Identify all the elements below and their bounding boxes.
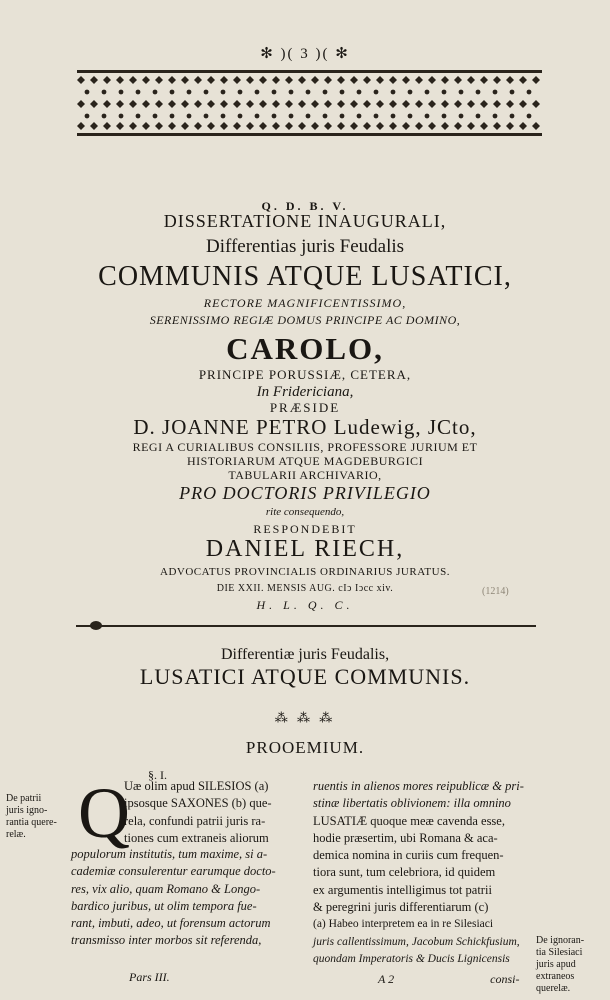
ornament-glyph: [136, 114, 141, 119]
ornament-glyph: [155, 122, 163, 130]
respondebit-label: RESPONDEBIT: [253, 522, 357, 536]
ornament-glyph: [357, 90, 362, 95]
ornament-glyph: [170, 114, 175, 119]
ornament-glyph: [155, 76, 163, 84]
ornament-glyph: [220, 76, 228, 84]
ornament-glyph: [170, 90, 175, 95]
ornament-glyph: [415, 122, 423, 130]
ornament-glyph: [480, 76, 488, 84]
ornament-glyph: [272, 100, 280, 108]
ornament-glyph: [311, 76, 319, 84]
ornament-glyph: [459, 90, 464, 95]
ornament-glyph: [324, 122, 332, 130]
ornament-glyph: [181, 76, 189, 84]
ornament-glyph: [129, 122, 137, 130]
right-column: [313, 778, 524, 968]
footnote-line: quondam Imperatoris & Ducis Lignicensis: [313, 952, 510, 965]
ornament-glyph: [425, 114, 430, 119]
ornament-glyph: [129, 100, 137, 108]
ornament-glyph: [323, 90, 328, 95]
ornament-glyph: [459, 114, 464, 119]
ornament-glyph: [238, 90, 243, 95]
ornament-glyph: [527, 90, 532, 95]
ornament-glyph: [207, 122, 215, 130]
divider-rule: [76, 625, 536, 627]
dissertation-title: DISSERTATIONE INAUGURALI,: [163, 211, 447, 231]
ornament-glyph: [389, 100, 397, 108]
ornament-glyph: [493, 90, 498, 95]
text-line: ruentis in alienos mores reipublicæ & pri-: [313, 779, 524, 793]
ornament-glyph: [116, 100, 124, 108]
ornament-glyph: [194, 100, 202, 108]
date-line: DIE XXII. MENSIS AUG. cIↄ Iↄcc xiv.: [216, 583, 394, 594]
ornament-glyph: [194, 122, 202, 130]
ornament-glyph: [289, 90, 294, 95]
ornament-glyph: [103, 76, 111, 84]
ornament-glyph: [181, 122, 189, 130]
ornament-glyph: [324, 76, 332, 84]
ornament-glyph: [506, 122, 514, 130]
ornament-glyph: [85, 114, 90, 119]
text-line: rant, imbuti, adeo, ut forensum actorum: [71, 916, 271, 931]
main-title: COMMUNIS ATQUE LUSATICI,: [98, 261, 512, 292]
privilege-line: PRO DOCTORIS PRIVILEGIO: [179, 483, 431, 503]
page-number: [0, 44, 610, 63]
section-heading-1: Differentiæ juris Feudalis,: [220, 646, 390, 663]
ornament-glyph: [467, 100, 475, 108]
ornament-glyph: [441, 122, 449, 130]
ornament-glyph: [476, 90, 481, 95]
marginal-line: extraneos: [536, 971, 575, 982]
ornament-glyph: [90, 76, 98, 84]
ornament-glyph: [238, 114, 243, 119]
ornament-glyph: [337, 100, 345, 108]
ornament-glyph: [204, 114, 209, 119]
qdbv-line: Q. D. B. V.: [261, 199, 349, 213]
ornament-glyph: [428, 100, 436, 108]
text-line: res, vix alio, quam Romano & Longo-: [71, 881, 261, 896]
ornament-glyph: [233, 100, 241, 108]
respondent-title: ADVOCATUS PROVINCIALIS ORDINARIUS JURATUS.: [160, 566, 450, 578]
ornament-glyph: [259, 76, 267, 84]
text-line: LUSATIÆ quoque meæ cavenda esse,: [313, 813, 505, 828]
ornament-glyph: [454, 100, 462, 108]
ornament-glyph: [376, 100, 384, 108]
ornament-glyph: [246, 100, 254, 108]
ornament-glyph: [402, 122, 410, 130]
ornament-glyph: [350, 100, 358, 108]
marginal-line: rantia quere-: [6, 817, 57, 828]
left-column-top: [124, 778, 272, 847]
ornament-glyph: [220, 122, 228, 130]
ornament-glyph: [363, 76, 371, 84]
ornament-glyph: [441, 100, 449, 108]
ornament-glyph: [311, 100, 319, 108]
ornament-glyph: [415, 100, 423, 108]
ornament-glyph: [187, 114, 192, 119]
text-line: populorum institutis, tum maxime, si a-: [71, 847, 268, 861]
text-line: Uæ olim apud SILESIOS (a): [124, 779, 269, 793]
ornament-glyph: [415, 76, 423, 84]
ornament-glyph: [168, 100, 176, 108]
ornament-glyph: [340, 90, 345, 95]
rector-line: RECTORE MAGNIFICENTISSIMO,: [203, 296, 407, 310]
ornament-glyph: [272, 90, 277, 95]
ornament-glyph: [142, 122, 150, 130]
carolo-name: CAROLO,: [226, 331, 384, 366]
ornament-glyph: [272, 122, 280, 130]
footnote-line: juris callentissimum, Jacobum Schickfusium,: [313, 935, 520, 948]
ornament-glyph: [519, 76, 527, 84]
ornament-glyph: [168, 122, 176, 130]
text-line: ex argumentis intelligimus tot patrii: [313, 882, 492, 897]
ornament-glyph: [493, 122, 501, 130]
ornament-glyph: [532, 100, 540, 108]
ornament-glyph: [77, 100, 85, 108]
prooemium-heading: PROOEMIUM.: [245, 738, 365, 757]
text-line: tiones cum extraneis aliorum: [124, 830, 269, 845]
ornament-glyph: [298, 122, 306, 130]
ornament-glyph: [285, 100, 293, 108]
ornament-glyph: [259, 100, 267, 108]
ornament-glyph: [311, 122, 319, 130]
ornament-glyph: [402, 76, 410, 84]
ornament-glyph: [442, 114, 447, 119]
ornament-glyph: [77, 76, 85, 84]
rite-line: rite consequendo,: [265, 506, 345, 518]
ornament-glyph: [194, 76, 202, 84]
ornament-glyph: [136, 90, 141, 95]
text-line: rela, confundi patrii juris ra-: [124, 813, 266, 828]
ornament-glyph: [389, 122, 397, 130]
marginal-line: relæ.: [6, 829, 26, 840]
ornament-glyph: [285, 122, 293, 130]
right-marginal-note: [536, 935, 606, 995]
text-line: cademiæ consulerentur earumque docto-: [71, 864, 276, 879]
left-marginal-note: [6, 793, 66, 841]
ornament-glyph: [298, 76, 306, 84]
marginal-line: tia Silesiaci: [536, 947, 583, 958]
left-column-bottom: [71, 846, 276, 950]
ornament-glyph: [204, 90, 209, 95]
ornament-glyph: [155, 100, 163, 108]
praeses-name: D. JOANNE PETRO Ludewig, JCto,: [133, 415, 477, 439]
prince-title-line: PRINCIPE PORUSSIÆ, CETERA,: [198, 367, 412, 382]
page-number-left-ornament: ✻ )(: [260, 46, 301, 62]
ornament-glyph: [119, 90, 124, 95]
ornament-glyph: [306, 114, 311, 119]
asterism-divider: ⁂ ⁂ ⁂: [274, 710, 336, 725]
ornament-glyph: [408, 114, 413, 119]
marginal-line: juris apud: [536, 959, 576, 970]
ornament-glyph: [187, 90, 192, 95]
ornament-glyph: [103, 100, 111, 108]
ornament-glyph: [493, 114, 498, 119]
ornament-glyph: [116, 122, 124, 130]
ornament-glyph: [350, 76, 358, 84]
footnote-line: (a) Habeo interpretem ea in re Silesiaci: [313, 918, 494, 931]
ornament-glyph: [480, 100, 488, 108]
ornament-glyph: [102, 90, 107, 95]
praeside-label: PRÆSIDE: [269, 400, 341, 415]
ornament-glyph: [233, 76, 241, 84]
ornament-glyph: [142, 100, 150, 108]
library-stamp: (1214): [482, 586, 509, 597]
text-line: stinæ libertatis oblivionem: illa omnino: [313, 796, 511, 811]
ornament-glyph: [153, 114, 158, 119]
ornament-glyph: [389, 76, 397, 84]
ornament-glyph: [506, 100, 514, 108]
ornament-glyph: [255, 90, 260, 95]
ornament-glyph: [153, 90, 158, 95]
ornament-glyph: [532, 122, 540, 130]
ornament-glyph: [493, 100, 501, 108]
page-number-value: 3: [300, 46, 310, 62]
ornament-glyph: [363, 122, 371, 130]
university-line: In Fridericiana,: [256, 384, 354, 400]
signature-value: A 2: [378, 972, 395, 986]
ornament-glyph: [324, 100, 332, 108]
ornament-glyph: [376, 122, 384, 130]
ornament-glyph: [467, 76, 475, 84]
paragraph-mark: §. I.: [148, 768, 167, 782]
ornament-glyph: [119, 114, 124, 119]
praeses-title-1: REGI A CURIALIBUS CONSILIIS, PROFESSORE JURIUM ET: [132, 440, 478, 454]
catchword: consi-: [490, 972, 520, 986]
marginal-line: De patrii: [6, 793, 42, 804]
ornament-glyph: [142, 76, 150, 84]
subject-line: Differentias juris Feudalis: [205, 236, 405, 257]
ornament-glyph: [207, 100, 215, 108]
ornament-glyph: [480, 122, 488, 130]
ornament-glyph: [306, 90, 311, 95]
ornament-glyph: [374, 90, 379, 95]
praeses-title-3: TABULARII ARCHIVARIO,: [228, 468, 382, 482]
text-line: bardico juribus, ut olim tempora fue-: [71, 898, 257, 913]
ornament-glyph: [337, 76, 345, 84]
ornament-glyph: [221, 114, 226, 119]
divider-ornament: [90, 621, 102, 630]
ornament-glyph: [246, 76, 254, 84]
text-line: hodie præsertim, ubi Romana & aca-: [313, 830, 498, 845]
ornament-glyph: [391, 114, 396, 119]
ornament-glyph: [510, 114, 515, 119]
ornament-glyph: [350, 122, 358, 130]
ornament-glyph: [233, 122, 241, 130]
ornament-glyph: [510, 90, 515, 95]
marginal-line: De ignoran-: [536, 935, 585, 946]
ornament-glyph: [90, 122, 98, 130]
ornament-glyph: [532, 76, 540, 84]
text-line: ipsosque SAXONES (b) que-: [124, 796, 272, 811]
part-label: Pars III.: [129, 970, 170, 984]
ornament-glyph: [181, 100, 189, 108]
ornament-glyph: [519, 122, 527, 130]
decorative-header-ornament: [77, 68, 542, 138]
ornament-pattern: [77, 76, 540, 130]
text-line: transmisso inter morbos sit referenda,: [71, 933, 262, 948]
ornament-glyph: [116, 76, 124, 84]
ornament-glyph: [527, 114, 532, 119]
page-number-right-ornament: )( ✻: [309, 46, 350, 62]
ornament-glyph: [102, 114, 107, 119]
section-heading-2: LUSATICI ATQUE COMMUNIS.: [139, 664, 471, 689]
ornament-glyph: [85, 90, 90, 95]
ornament-glyph: [425, 90, 430, 95]
ornament-glyph: [259, 122, 267, 130]
ornament-glyph: [357, 114, 362, 119]
ornament-glyph: [289, 114, 294, 119]
ornament-glyph: [129, 76, 137, 84]
marginal-line: juris igno-: [6, 805, 48, 816]
ornament-glyph: [168, 76, 176, 84]
ornament-glyph: [90, 100, 98, 108]
ornament-glyph: [272, 114, 277, 119]
ornament-glyph: [506, 76, 514, 84]
ornament-glyph: [428, 76, 436, 84]
ornament-glyph: [454, 122, 462, 130]
marginal-line: querelæ.: [536, 983, 571, 994]
ornament-glyph: [428, 122, 436, 130]
ornament-glyph: [467, 122, 475, 130]
ornament-glyph: [246, 122, 254, 130]
prince-line: SERENISSIMO REGIÆ DOMUS PRINCIPE AC DOMINO,: [149, 313, 461, 327]
ornament-glyph: [442, 90, 447, 95]
ornament-glyph: [391, 90, 396, 95]
text-line: & peregrini juris differentiarum (c): [313, 900, 489, 915]
ornament-glyph: [255, 114, 260, 119]
ornament-glyph: [374, 114, 379, 119]
signature-mark: [378, 972, 519, 987]
text-line: tiora sunt, tum celebriora, id quidem: [313, 865, 496, 880]
respondent-name: DANIEL RIECH,: [205, 536, 405, 562]
ornament-glyph: [363, 100, 371, 108]
ornament-glyph: [103, 122, 111, 130]
ornament-glyph: [285, 76, 293, 84]
hlqc-line: H. L. Q. C.: [256, 598, 354, 612]
ornament-glyph: [454, 76, 462, 84]
ornament-glyph: [519, 100, 527, 108]
ornament-glyph: [476, 114, 481, 119]
ornament-glyph: [323, 114, 328, 119]
ornament-glyph: [272, 76, 280, 84]
ornament-glyph: [207, 76, 215, 84]
ornament-glyph: [77, 122, 85, 130]
ornament-glyph: [402, 100, 410, 108]
ornament-glyph: [337, 122, 345, 130]
drop-cap: Q: [78, 773, 130, 853]
praeses-title-2: HISTORIARUM ATQUE MAGDEBURGICI: [186, 454, 424, 468]
ornament-glyph: [376, 76, 384, 84]
ornament-glyph: [298, 100, 306, 108]
ornament-glyph: [408, 90, 413, 95]
ornament-glyph: [221, 90, 226, 95]
ornament-glyph: [340, 114, 345, 119]
ornament-glyph: [441, 76, 449, 84]
ornament-glyph: [493, 76, 501, 84]
ornament-glyph: [220, 100, 228, 108]
text-line: demica nomina in curiis cum frequen-: [313, 848, 504, 863]
